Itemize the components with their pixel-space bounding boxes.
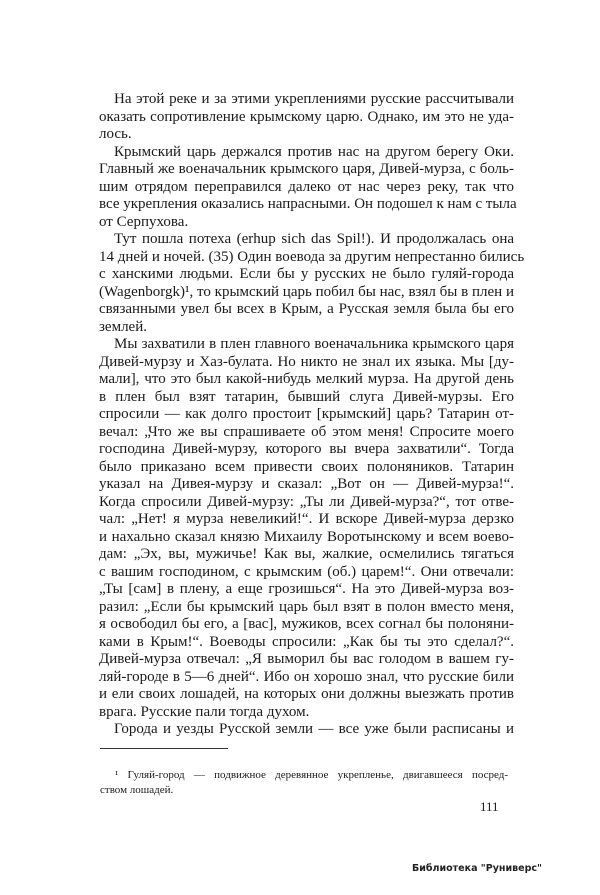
text-line: Тут пошла потеха (erhup sich das Spil!). И продолжалась она (114, 231, 514, 247)
text-line: было приказано всем привести своих полоняников. Татарин (99, 458, 514, 475)
text-line: и ели своих лошадей, на которых они должны выезжать против (99, 686, 514, 702)
paragraph (99, 143, 517, 232)
text-line: разил: „Если бы крымский царь был взят в полон вместо меня, (99, 598, 514, 615)
text-line: дам: „Эх, вы, мужичье! Как вы, жалкие, осмелились тягаться (99, 546, 514, 562)
text-line: Мы захватили в плен главного военачальника крымского царя (114, 336, 514, 352)
footnote (100, 768, 508, 798)
text-line: землей. (99, 318, 147, 335)
text-line: Дивей-мурзу и Хаз-булата. Но никто не знал их языка. Мы [ду- (99, 353, 514, 370)
paragraph (99, 231, 525, 336)
text-line: лось. (99, 126, 132, 142)
text-line: я освободил бы его, а [вас], мужиков, всех согнал бы полоняни- (99, 616, 514, 632)
text-line: (Wagenborgk)¹, то крымский царь побил бы нас, взял бы в плен и (99, 283, 514, 300)
text-line: господина Дивей-мурзу, которого вы вчера захватили“. Тогда (99, 441, 514, 457)
text-line: врага. Русские пали тогда духом. (99, 703, 310, 720)
text-line: ляй-городе в 5—6 дней“. Ибо он хорошо знал, что русские били (99, 668, 514, 685)
text-line: ками в Крым!“. Воеводы спросили: „Как бы ты это сделал?“. (99, 633, 514, 650)
footnote-line: ством лошадей. (100, 784, 174, 796)
paragraph (99, 721, 514, 739)
text-line: На этой реке и за этими укреплениями русские рассчитывали (114, 91, 514, 107)
text-line: с вашим господином, с крымским (об.) царем!“. Они отвечали: (99, 563, 514, 580)
text-line: все укрепления оказались напрасными. Он подошел к нам с тыла (99, 196, 517, 212)
text-line: в плен был взят татарин, бывший слуга Дивей-мурзы. Его (99, 388, 514, 405)
text-line: мали], что это был какой-нибудь мелкий мурза. На другой день (99, 371, 514, 387)
page-number: 111 (480, 799, 499, 814)
text-line: вечал: „Что же вы спрашиваете об этом меня! Спросите моего (99, 423, 514, 440)
text-line: 14 дней и ночей. (35) Один воевода за другим непрестанно бились (99, 248, 525, 265)
text-line: „Ты [сам] в плену, а еще грозишься“. На это Дивей-мурза воз- (99, 581, 514, 597)
footnote-line: ¹ Гуляй-город — подвижное деревянное укрепленье, двигавшееся посред- (115, 769, 508, 781)
text-line: от Серпухова. (99, 213, 189, 230)
text-line: Города и уезды Русской земли — все уже были расписаны и (114, 721, 514, 737)
paragraph (99, 91, 514, 144)
text-line: связанными увел бы всех в Крым, а Русская земля была бы его (99, 301, 514, 317)
text-line: оказать сопротивление крымскому царю. Однако, им это не уда- (99, 108, 514, 125)
text-line: Крымский царь держался против нас на другом берегу Оки. (114, 143, 514, 160)
text-line: чал: „Нет! я мурза невеликий!“. И вскоре Дивей-мурза дерзко (99, 511, 514, 527)
text-line: Главный же военачальник крымского царя, Дивей-мурза, с боль- (99, 161, 514, 177)
footnote-divider (100, 748, 228, 749)
text-line: шим отрядом переправился далеко от нас через реку, так что (99, 178, 514, 195)
text-line: с ханскими людьми. Если бы у русских не было гуляй-города (99, 266, 514, 282)
text-line: и нахально сказал князю Михаилу Воротынскому и всем воево- (99, 528, 514, 545)
library-watermark: Библиотека "Руниверс" (412, 863, 542, 874)
body-text (99, 91, 525, 739)
text-line: Дивей-мурза отвечал: „Я выморил бы вас голодом в вашем гу- (99, 651, 514, 667)
text-line: спросили — как долго простоит [крымский] царь? Татарин от- (99, 406, 514, 422)
paragraph (99, 336, 514, 721)
text-line: Когда спросили Дивей-мурзу: „Ты ли Дивей-мурза?“, тот отве- (99, 493, 514, 510)
text-line: указал на Дивея-мурзу и сказал: „Вот он — Дивей-мурза!“. (99, 476, 514, 492)
